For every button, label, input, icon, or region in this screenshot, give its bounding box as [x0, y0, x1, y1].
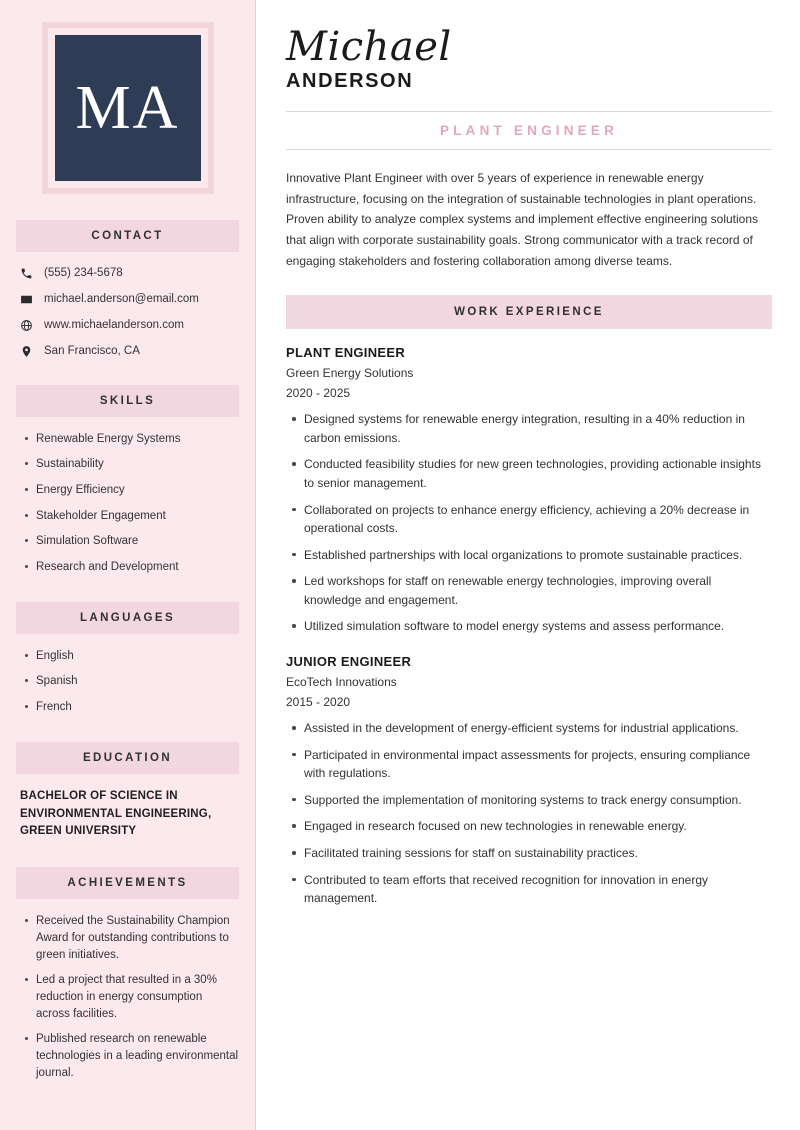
contact-heading: CONTACT [16, 220, 239, 252]
list-item: Energy Efficiency [36, 482, 239, 499]
skills-heading: SKILLS [16, 385, 239, 417]
last-name: ANDERSON [286, 70, 414, 92]
experience-entry-1 [286, 345, 772, 636]
first-name: Michael [286, 24, 452, 70]
list-item: Received the Sustainability Champion Award for outstanding contributions to green initiatives. [36, 913, 239, 963]
education-degree: BACHELOR OF SCIENCE IN ENVIRONMENTAL ENGINEERING, GREEN UNIVERSITY [20, 789, 212, 838]
sidebar [0, 0, 256, 1130]
job-dates: 2020 - 2025 [286, 386, 351, 401]
page-title: PLANT ENGINEER [439, 123, 619, 138]
list-item: Simulation Software [36, 533, 239, 550]
list-item: Facilitated training sessions for staff on sustainability practices. [304, 844, 772, 863]
list-item: Designed systems for renewable energy integration, resulting in a 40% reduction in carbon emissions. [304, 410, 772, 447]
list-item: Established partnerships with local organizations to promote sustainable practices. [304, 546, 772, 565]
job-dates: 2015 - 2020 [286, 695, 351, 710]
monogram-initials: MA [55, 35, 201, 181]
envelope-icon [20, 293, 34, 306]
list-item: Assisted in the development of energy-efficient systems for industrial applications. [304, 719, 772, 738]
list-item: Renewable Energy Systems [36, 431, 239, 448]
job-company: Green Energy Solutions [286, 366, 414, 381]
job-role: PLANT ENGINEER [286, 345, 406, 361]
contact-item-phone [20, 266, 239, 281]
globe-icon [20, 319, 34, 332]
list-item: French [36, 699, 239, 716]
contact-item-website [20, 318, 239, 333]
monogram-frame [42, 22, 214, 194]
list-item: Utilized simulation software to model energy systems and assess performance. [304, 617, 772, 636]
location-pin-icon [20, 345, 34, 358]
experience-entry-2 [286, 654, 772, 908]
list-item: Published research on renewable technologies in a leading environmental journal. [36, 1031, 239, 1081]
job-title-band [286, 111, 772, 150]
job-role: JUNIOR ENGINEER [286, 654, 412, 670]
work-experience-heading: WORK EXPERIENCE [286, 295, 772, 329]
list-item: Participated in environmental impact assessments for projects, ensuring compliance with regulations. [304, 746, 772, 783]
list-item: Spanish [36, 673, 239, 690]
list-item: Conducted feasibility studies for new green technologies, providing actionable insights to senior management. [304, 455, 772, 492]
skills-list [16, 431, 239, 576]
list-item: Collaborated on projects to enhance energy efficiency, achieving a 20% decrease in operational costs. [304, 501, 772, 538]
list-item: Led workshops for staff on renewable energy technologies, improving overall knowledge and engagement. [304, 572, 772, 609]
main-content [256, 0, 800, 1130]
list-item: Engaged in research focused on new technologies in renewable energy. [304, 817, 772, 836]
list-item: Supported the implementation of monitoring systems to track energy consumption. [304, 791, 772, 810]
contact-item-location [20, 344, 239, 359]
languages-heading: LANGUAGES [16, 602, 239, 634]
list-item: Led a project that resulted in a 30% reduction in energy consumption across facilities. [36, 972, 239, 1022]
list-item: Sustainability [36, 456, 239, 473]
education-heading: EDUCATION [16, 742, 239, 774]
list-item: Research and Development [36, 559, 239, 576]
list-item: Stakeholder Engagement [36, 508, 239, 525]
contact-website-text: www.michaelanderson.com [44, 318, 184, 331]
contact-email-text: michael.anderson@email.com [44, 292, 199, 305]
languages-list [16, 648, 239, 716]
contact-list [16, 266, 239, 359]
contact-item-email [20, 292, 239, 307]
list-item: Contributed to team efforts that received recognition for innovation in energy management. [304, 871, 772, 908]
achievements-list [16, 913, 239, 1081]
job-bullets [286, 719, 772, 908]
job-company: EcoTech Innovations [286, 675, 397, 690]
contact-phone-text: (555) 234-5678 [44, 267, 123, 279]
job-bullets [286, 410, 772, 636]
contact-location-text: San Francisco, CA [44, 344, 140, 357]
professional-summary: Innovative Plant Engineer with over 5 years of experience in renewable energy infrastructure, focusing on the integration of sustainable technologies in plant operations. Proven ability to analyze complex systems and implement effective engineering solutions that align with corporate sustainability goals. Strong communicator with a track record of engaging stakeholders and fostering collaboration among diverse teams. [286, 171, 759, 268]
list-item: English [36, 648, 239, 665]
achievements-heading: ACHIEVEMENTS [16, 867, 239, 899]
phone-icon [20, 267, 34, 280]
